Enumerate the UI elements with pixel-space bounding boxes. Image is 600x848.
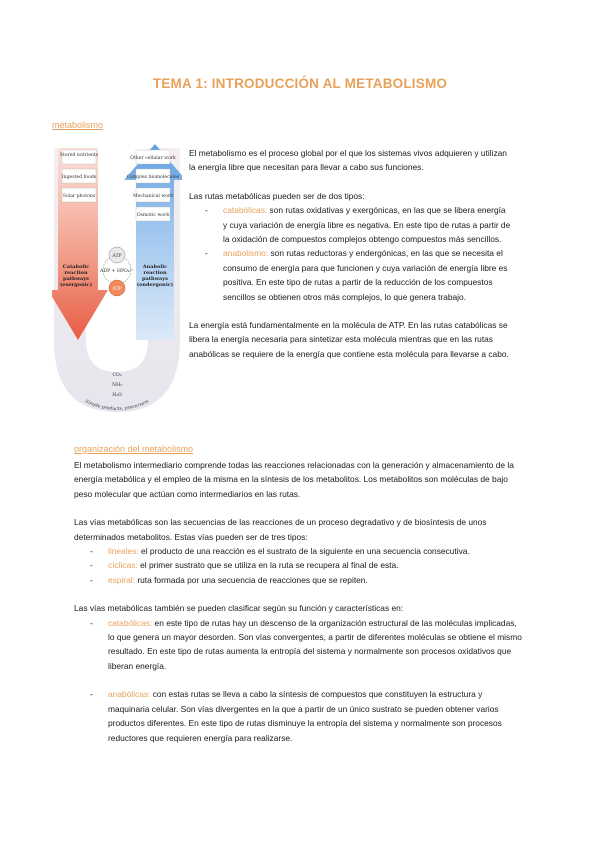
- term-anabolismo: anabolismo:: [223, 248, 269, 259]
- atp-cycle: [99, 247, 134, 296]
- catabolic-label: [60, 264, 92, 288]
- intro-types-list: [189, 203, 511, 304]
- intro-paragraph-1: El metabolismo es el proceso global por el que los sistemas vivos adquieren y utilizan la energía libre que necesitan para llevar a cabo sus funciones.: [189, 148, 507, 173]
- term-lineales: lineales:: [108, 546, 139, 557]
- org-item-catabolicas: - catabólicas: en este tipo de rutas hay un descenso de la organización estructural de las moléculas implicadas, lo que genera un mayor desorden. Son vías convergentes, a partir de diferentes moléculas se obtiene el mismo resultado. En este tipo de rutas aumenta la entropía del sistema y normalmente son procesos oxidativos que liberan energía.: [90, 617, 522, 671]
- section-link-organizacion[interactable]: organización del metabolismo: [74, 444, 194, 454]
- intro-paragraph-2: Las rutas metabólicas pueden ser de dos tipos:: [189, 190, 365, 201]
- atp-top-label: ATP: [112, 254, 122, 259]
- svg-text:CO₂: CO₂: [112, 373, 122, 378]
- org-paragraph-1: El metabolismo intermediario comprende todas las reacciones relacionadas con la generación y almacenamiento de la energía metabólica y el empleo de la misma en la síntesis de los metabolitos. Los metabolitos son moléculas de bajo peso molecular que actúan como intermediarios en las rutas.: [74, 460, 514, 499]
- right-box-2: Complex biomolecules: [126, 175, 180, 180]
- intro-item-anabolismo: - anabolismo: son rutas reductoras y endergónicas, en las que se necesita el consumo de energía para que funcionen y cuya variación de energía libre es positiva. En este tipo de rutas a partir de la reducción de los compuestos sencillos se obtienen otros más complejos, lo que genera trabajo.: [205, 248, 508, 302]
- bottom-arc-label: Simple products, precursors: [84, 399, 150, 413]
- svg-text:(endergonic): (endergonic): [136, 282, 174, 288]
- svg-text:Anabolic: Anabolic: [142, 264, 168, 270]
- org-item-espiral: - espiral: ruta formada por una secuencia de reacciones que se repiten.: [90, 574, 368, 585]
- metabolism-diagram: [52, 140, 182, 415]
- svg-text:reaction: reaction: [64, 270, 88, 276]
- term-org-catabolicas: catabólicas:: [108, 617, 153, 628]
- org-item-lineales: - lineales: el producto de una reacción es el sustrato de la siguiente en una secuencia consecutiva.: [90, 546, 470, 557]
- term-catabolicas: catabólicas:: [223, 205, 268, 216]
- left-box-2: Ingested foods: [61, 175, 97, 180]
- org-types-list: [74, 544, 522, 587]
- org-item-ciclicas: - cíclicas: el primer sustrato que se utiliza en la ruta se recupera al final de esta.: [90, 560, 399, 571]
- svg-text:(exergonic): (exergonic): [59, 282, 93, 288]
- left-input-boxes: [60, 150, 99, 202]
- right-box-4: Osmotic work: [136, 213, 170, 218]
- org-paragraph-2: Las vías metabólicas son las secuencias de las reacciones de un proceso degradativo y de biosíntesis de unos determinados metabolitos. Estas vías pueden ser de tres tipos:: [74, 517, 487, 542]
- org-paragraph-3: Las vías metabólicas también se pueden clasificar según su función y características en:: [74, 603, 404, 614]
- org-block: [74, 458, 522, 745]
- atp-bottom-label: ATP: [112, 287, 122, 292]
- term-org-anabolicas: anabólicas:: [108, 689, 151, 700]
- svg-text:reaction: reaction: [143, 270, 167, 276]
- left-box-3: Solar photons: [62, 194, 96, 199]
- intro-item-catabolicas: - catabólicas: son rutas oxidativas y exergónicas, en las que se libera energía y cuya variación de energía libre es negativa. En este tipo de rutas a partir de la oxidación de compuestos complejos obtengo compuestos más sencillos.: [205, 205, 511, 245]
- svg-text:pathways: pathways: [142, 276, 168, 282]
- org-item-anabolicas: - anabólicas: con estas rutas se lleva a cabo la síntesis de compuestos que constituyen la estructura y maquinaria celular. Son vías divergentes en la que a partir de un único sustrato se pueden obtener varios productos diferentes. En este tipo de rutas disminuye la entropía del sistema y normalmente son procesos reductores que requieren energía para realizarse.: [90, 689, 502, 743]
- org-function-list: [74, 616, 522, 745]
- metabolism-figure: [52, 140, 182, 415]
- section-link-metabolismo[interactable]: metabolismo: [52, 120, 104, 130]
- svg-text:NH₃: NH₃: [112, 383, 122, 388]
- term-espiral: espiral:: [108, 574, 135, 585]
- adp-label: ADP + HPO₄²⁻: [100, 269, 134, 274]
- intro-paragraph-3: La energía está fundamentalmente en la molécula de ATP. En las rutas catabólicas se libera la energía necesaria para sintetizar esta molécula mientras que en las rutas anabólicas se requiere de la energía que contiene esta molécula para llevarse a cabo.: [189, 320, 509, 359]
- right-box-1: Other cellular work: [130, 156, 176, 161]
- term-ciclicas: cíclicas:: [108, 560, 138, 571]
- right-box-3: Mechanical work: [132, 194, 174, 199]
- page-title: TEMA 1: INTRODUCCIÓN AL METABOLISMO: [152, 76, 448, 91]
- svg-text:pathways: pathways: [63, 276, 89, 282]
- left-box-1: Stored nutrients: [59, 153, 99, 158]
- svg-text:H₂O: H₂O: [112, 393, 122, 398]
- svg-text:Catabolic: Catabolic: [62, 264, 90, 270]
- intro-block: [189, 146, 511, 361]
